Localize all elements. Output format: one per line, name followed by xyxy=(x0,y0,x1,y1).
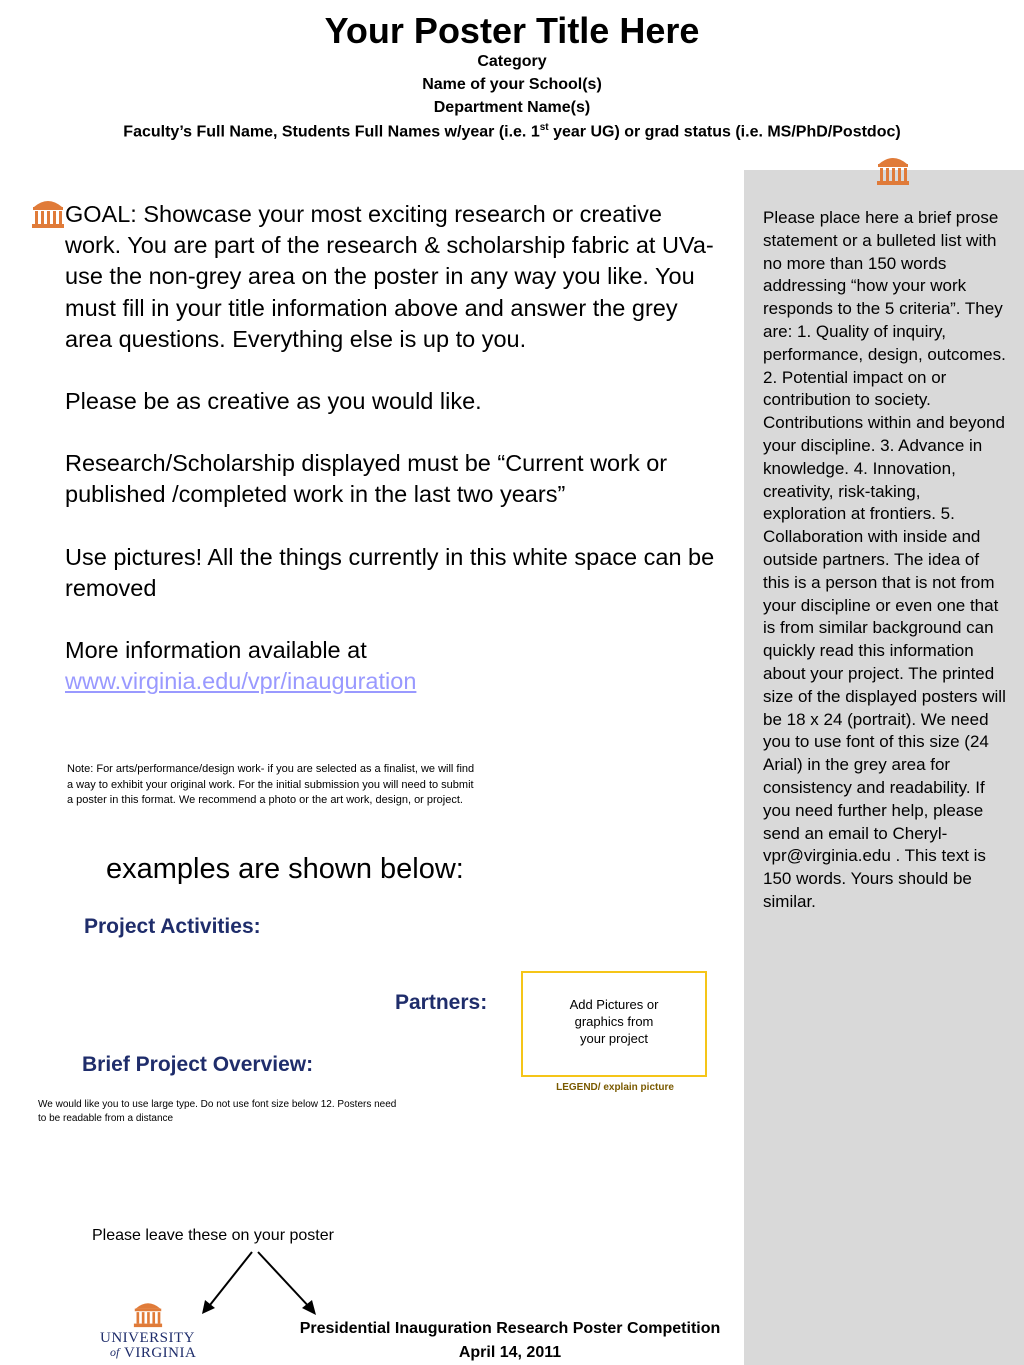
more-info xyxy=(65,635,715,697)
rotunda-icon xyxy=(130,1298,166,1328)
partners-heading: Partners: xyxy=(395,991,488,1014)
faculty-pre: Faculty’s Full Name, Students Full Names w/year (i.e. 1 xyxy=(123,123,540,141)
leave-note: Please leave these on your poster xyxy=(92,1227,334,1244)
competition-date: April 14, 2011 xyxy=(458,1344,562,1361)
more-info-text: More information available at xyxy=(65,637,367,664)
research-text: Research/Scholarship displayed must be “Current work or published /completed work in the last two years” xyxy=(65,450,668,508)
project-activities-heading: Project Activities: xyxy=(84,915,261,938)
main-instructions xyxy=(65,199,715,697)
category-label: Category xyxy=(477,53,547,70)
criteria-statement: Please place here a brief prose statement or a bulleted list with no more than 150 words addressing “how your work responds to the 5 criteria”. They are: 1. Quality of inquiry, performance, design, outcomes. 2. Potential impact on or contribution to society. Contributions within and beyond your discipline. 3. Advance in knowledge. 4. Innovation, creativity, risk-taking, exploration at frontiers. 5. Collaboration with inside and outside partners. The idea of this is a person that is not from your discipline or even one that is from similar background can quickly read this information about your project. The printed size of the displayed posters will be 18 x 24 (portrait). We need you to use font of this size (24 Arial) in the grey area for consistency and readability. If you need further help, please send an email to Cheryl-vpr@virginia.edu . This text is 150 words. Yours should be similar. xyxy=(763,208,1006,911)
pictures-text: Use pictures! All the things currently in this white space can be removed xyxy=(65,543,715,601)
logo-virginia: VIRGINIA xyxy=(124,1345,197,1361)
examples-heading: examples are shown below: xyxy=(106,853,464,885)
goal-text: GOAL: Showcase your most exciting research or creative work. You are part of the research & scholarship fabric at UVa- use the non-grey area on the poster in any way you like. You must fill in your title information above and answer the grey area questions. Everything else is up to you. xyxy=(65,201,714,352)
arts-note: Note: For arts/performance/design work- if you are selected as a finalist, we will find a way to exhibit your original work. For the initial submission you will need to submit a poster in this format. We recommend a photo or the art work, design, or project. xyxy=(67,763,475,806)
arrow-icon xyxy=(195,1248,330,1320)
logo-of: of xyxy=(110,1345,120,1359)
faculty-sup: st xyxy=(539,122,549,133)
rotunda-icon xyxy=(875,152,911,186)
creative-text: Please be as creative as you would like. xyxy=(65,388,482,415)
legend-label: LEGEND/ explain picture xyxy=(556,1082,674,1093)
faculty-post: year UG) or grad status (i.e. MS/PhD/Postdoc) xyxy=(548,123,901,141)
faculty-line xyxy=(0,122,1024,141)
brief-overview-heading: Brief Project Overview: xyxy=(82,1053,314,1076)
rotunda-icon xyxy=(30,195,66,229)
school-name: Name of your School(s) xyxy=(422,76,602,93)
logo-university: UNIVERSITY xyxy=(100,1330,195,1346)
department-name: Department Name(s) xyxy=(433,99,591,116)
uva-logo xyxy=(96,1298,200,1364)
picture-placeholder-text: Add Pictures or graphics from your project xyxy=(569,997,659,1046)
large-type-note: We would like you to use large type. Do not use font size below 12. Posters need to be readable from a distance xyxy=(38,1099,397,1124)
competition-name: Presidential Inauguration Research Poster Competition xyxy=(299,1320,721,1337)
poster-title: Your Poster Title Here xyxy=(324,10,700,51)
inauguration-link[interactable]: www.virginia.edu/vpr/inauguration xyxy=(65,668,417,695)
